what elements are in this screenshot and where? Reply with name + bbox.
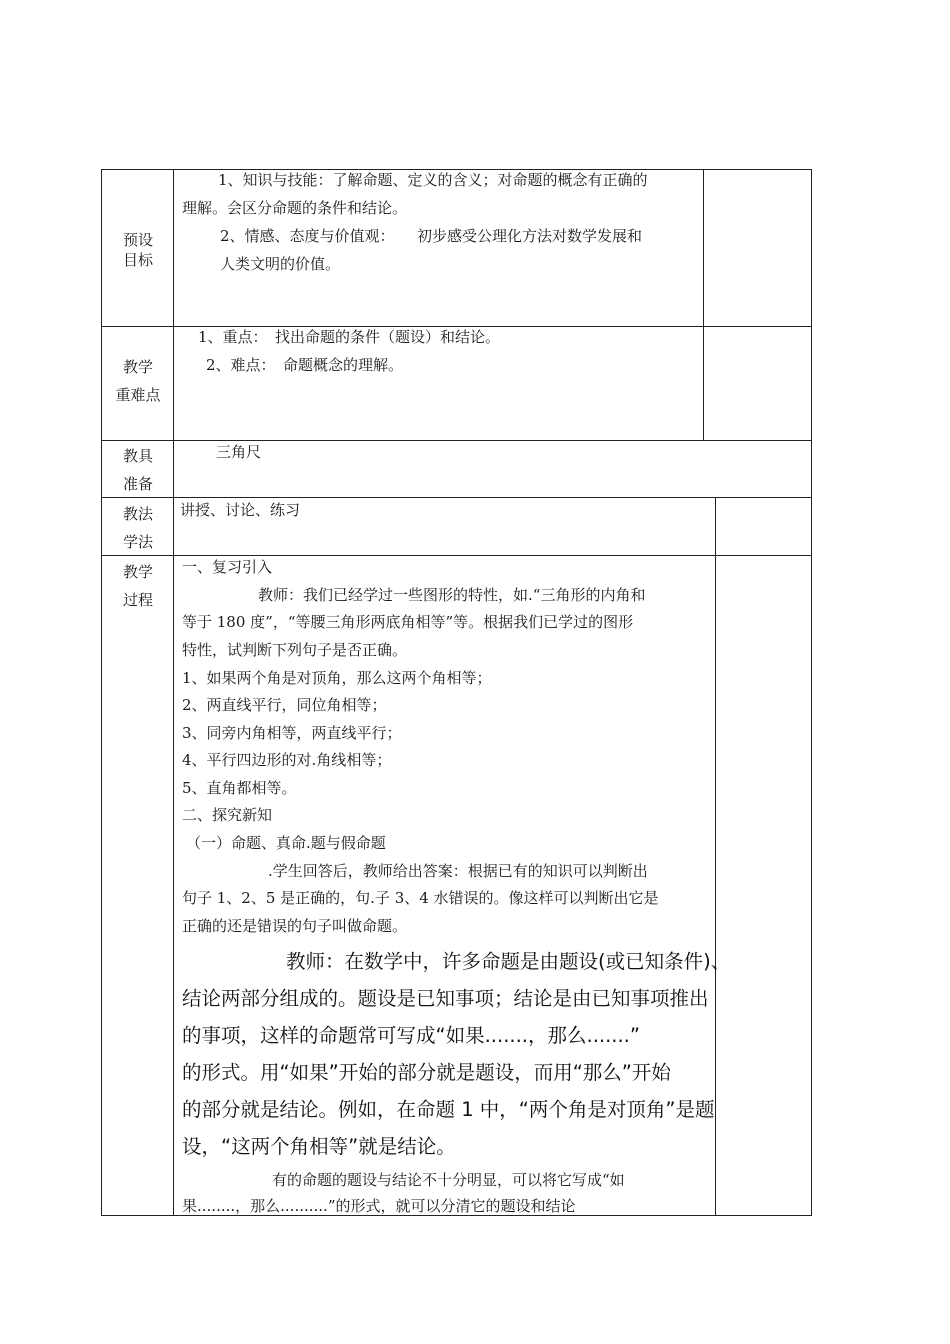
- process-big-line-3: 的事项，这样的命题常可写成“如果.......，那么.......”: [182, 1024, 640, 1047]
- process-line-11: （一）命题、真命.题与假命题: [186, 834, 386, 852]
- keypoints-line-1: 1、重点： 找出命题的条件（题设）和结论。: [198, 328, 501, 346]
- label-column-divider: [173, 169, 174, 1216]
- process-line-8: 4、平行四边形的对.角线相等；: [182, 751, 392, 769]
- goals-line-4: 人类文明的价值。: [220, 255, 341, 273]
- process-big-line-4: 的形式。用“如果”开始的部分就是题设，而用“那么”开始: [182, 1061, 671, 1084]
- tools-label: 教具 准备: [122, 447, 153, 493]
- keypoints-line-2: 2、难点： 命题概念的理解。: [206, 356, 404, 374]
- tools-content: 三角尺: [216, 443, 262, 461]
- process-line-2: 教师：我们已经学过一些图形的特性，如.“三角形的内角和: [258, 586, 646, 604]
- process-line-3: 等于 180 度”，“等腰三角形两底角相等”等。根据我们已学过的图形: [182, 613, 634, 631]
- process-line-7: 3、同旁内角相等，两直线平行；: [182, 724, 402, 742]
- row-divider-methods: [101, 555, 812, 556]
- process-line-12: .学生回答后，教师给出答案：根据已有的知识可以判断出: [268, 862, 648, 880]
- process-line-1: 一、复习引入: [182, 558, 273, 576]
- methods-content: 讲授、讨论、练习: [180, 501, 301, 519]
- process-line-4: 特性，试判断下列句子是否正确。: [182, 641, 408, 659]
- table-right-border: [811, 169, 812, 1216]
- goals-line-3: 2、情感、态度与价值观： 初步感受公理化方法对数学发展和: [220, 227, 643, 245]
- process-tail-line-1: 有的命题的题设与结论不十分明显，可以将它写成“如: [272, 1171, 625, 1189]
- keypoints-label: 教学 重难点: [115, 358, 161, 404]
- process-label: 教学 过程: [122, 563, 153, 609]
- row-divider-tools: [101, 497, 812, 498]
- process-big-line-6: 设，“这两个角相等”就是结论。: [182, 1135, 456, 1158]
- table-left-border: [101, 169, 102, 1216]
- row-divider-keypoints: [101, 440, 812, 441]
- process-line-5: 1、如果两个角是对顶角，那么这两个角相等；: [182, 669, 492, 687]
- process-big-line-1: 教师：在数学中，许多命题是由题设(或已知条件)、: [286, 950, 731, 973]
- notes-column-divider-lower: [715, 497, 716, 1215]
- goals-line-1: 1、知识与技能：了解命题、定义的含义；对命题的概念有正确的: [218, 171, 648, 189]
- goals-line-2: 理解。会区分命题的条件和结论。: [182, 199, 408, 217]
- process-line-9: 5、直角都相等。: [182, 779, 297, 797]
- process-tail-line-2: 果........，那么..........”的形式，就可以分清它的题设和结论: [182, 1197, 576, 1215]
- goals-label: 预设 目标: [122, 231, 153, 269]
- process-big-line-5: 的部分就是结论。例如，在命题 1 中，“两个角是对顶角”是题: [182, 1098, 715, 1121]
- process-line-14: 正确的还是错误的句子叫做命题。: [182, 917, 408, 935]
- notes-column-divider-upper: [703, 169, 704, 440]
- process-line-13: 句子 1、2、5 是正确的，句.子 3、4 水错误的。像这样可以判断出它是: [182, 889, 659, 907]
- process-line-10: 二、探究新知: [182, 806, 273, 824]
- process-big-line-2: 结论两部分组成的。题设是已知事项；结论是由已知事项推出: [182, 987, 709, 1010]
- process-line-6: 2、两直线平行，同位角相等；: [182, 696, 387, 714]
- methods-label: 教法 学法: [122, 505, 153, 551]
